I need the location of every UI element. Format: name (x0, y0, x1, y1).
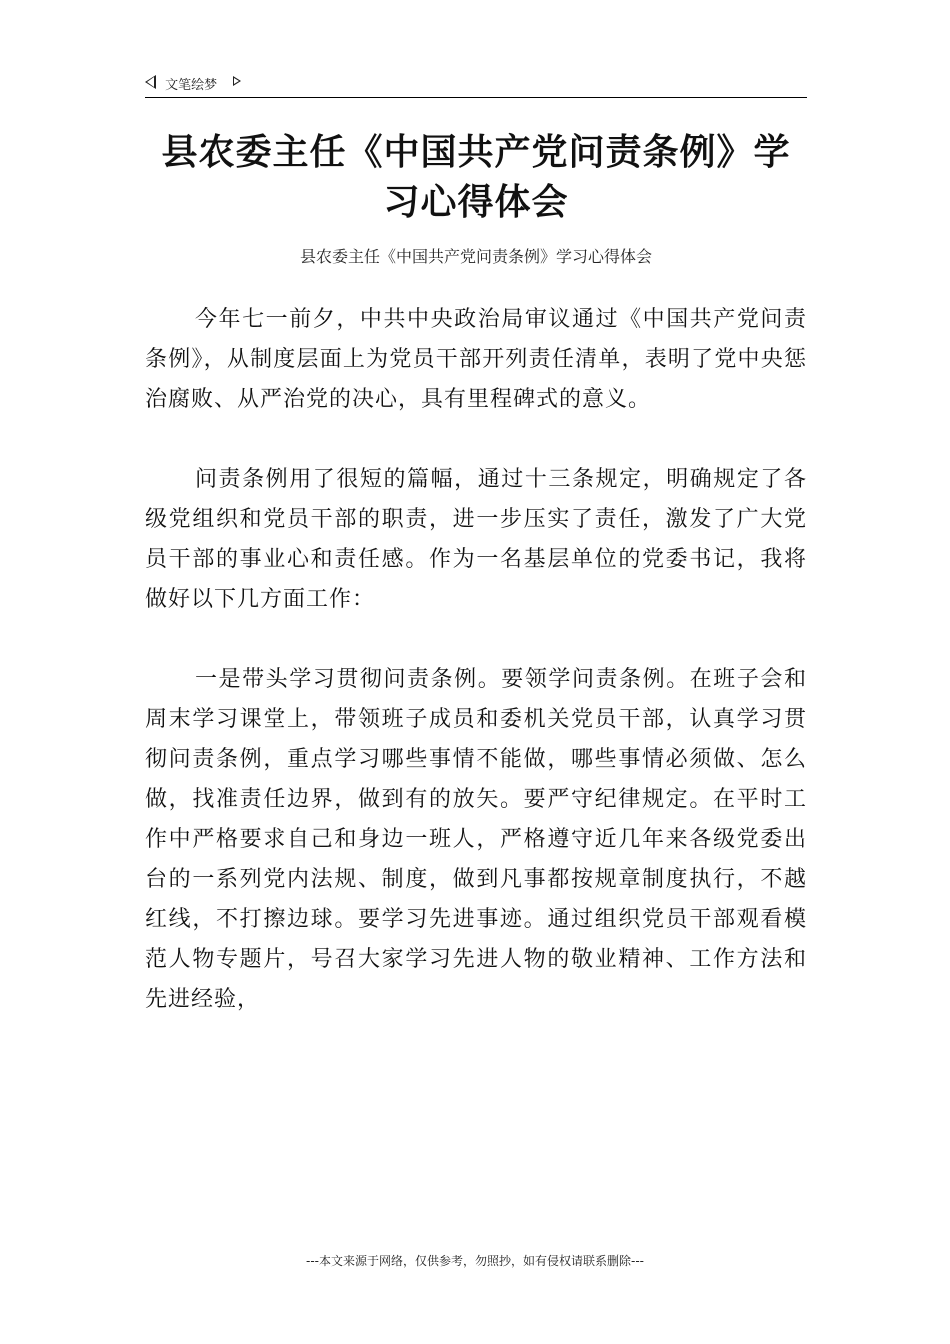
paragraph-2: 问责条例用了很短的篇幅，通过十三条规定，明确规定了各级党组织和党员干部的职责，进一步压实了责任，激发了广大党员干部的事业心和责任感。作为一名基层单位的党委书记，我将做好以下几方面工作： (145, 467, 807, 612)
document-title: 县农委主任《中国共产党问责条例》学习心得体会 (161, 131, 791, 223)
page-footer: ---本文来源于网络，仅供参考，勿照抄，如有侵权请联系删除--- (306, 1254, 644, 1268)
document-subtitle: 县农委主任《中国共产党问责条例》学习心得体会 (299, 247, 652, 266)
header-brand: 文笔绘梦 (165, 78, 218, 93)
paragraph-1: 今年七一前夕，中共中央政治局审议通过《中国共产党问责条例》，从制度层面上为党员干部开列责任清单，表明了党中央惩治腐败、从严治党的决心，具有里程碑式的意义。 (145, 307, 807, 412)
page-header (145, 73, 807, 98)
right-triangle-icon (233, 76, 241, 86)
document-body (145, 300, 807, 1060)
paragraph-3: 一是带头学习贯彻问责条例。要领学问责条例。在班子会和周末学习课堂上，带领班子成员和委机关党员干部，认真学习贯彻问责条例，重点学习哪些事情不能做，哪些事情必须做、怎么做，找准责任边界，做到有的放矢。要严守纪律规定。在平时工作中严格要求自己和身边一班人，严格遵守近几年来各级党委出台的一系列党内法规、制度，做到凡事都按规章制度执行，不越红线，不打擦边球。要学习先进事迹。通过组织党员干部观看模范人物专题片，号召大家学习先进人物的敬业精神、工作方法和先进经验， (145, 667, 807, 1012)
left-triangle-icon (145, 75, 156, 89)
